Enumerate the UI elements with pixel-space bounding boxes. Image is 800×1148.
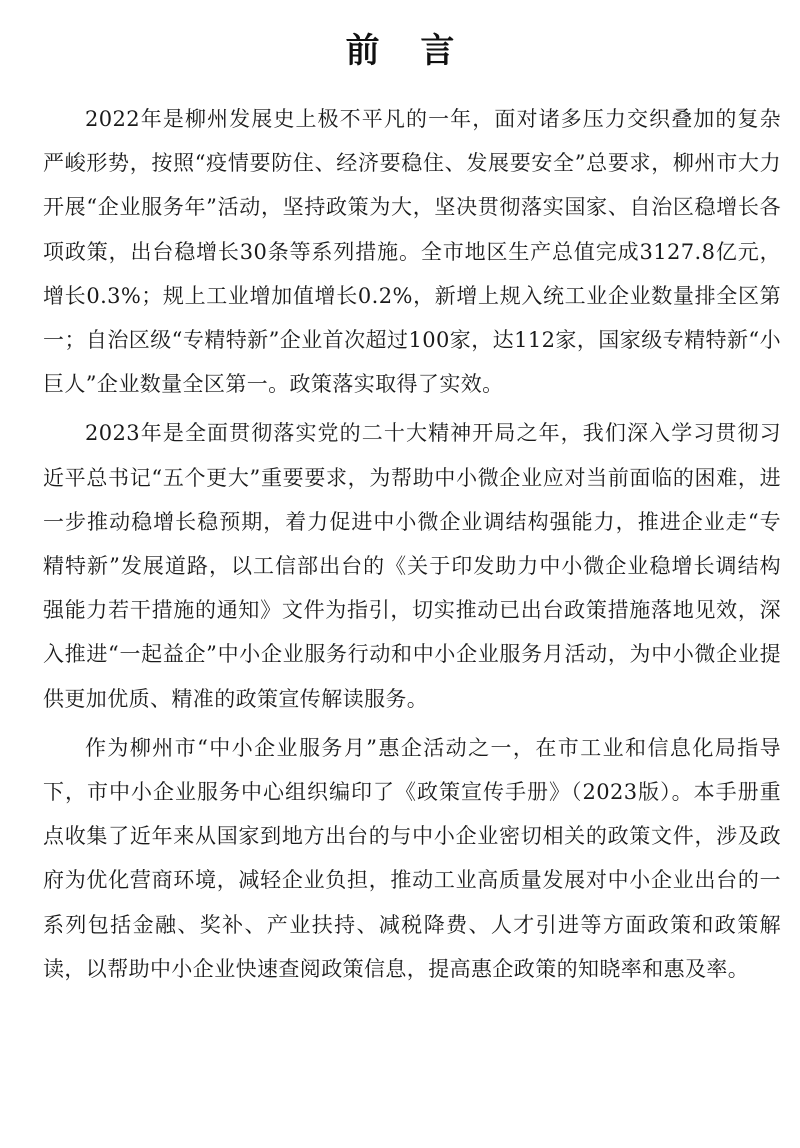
paragraph-2: 2023年是全面贯彻落实党的二十大精神开局之年，我们深入学习贯彻习近平总书记“五个更大”重要要求，为帮助中小微企业应对当前面临的困难，进一步推动稳增长稳预期，着力促进中小微企业调结构强能力，推进企业走“专精特新”发展道路，以工信部出台的《关于印发助力中小微企业稳增长调结构强能力若干措施的通知》文件为指引，切实推动已出台政策措施落地见效，深入推进“一起益企”中小企业服务行动和中小企业服务月活动，为中小微企业提供更加优质、精准的政策宣传解读服务。 <box>43 421 781 711</box>
paragraph-3: 作为柳州市“中小企业服务月”惠企活动之一，在市工业和信息化局指导下，市中小企业服务中心组织编印了《政策宣传手册》（2023版）。本手册重点收集了近年来从国家到地方出台的与中小企业密切相关的政策文件，涉及政府为优化营商环境，减轻企业负担，推动工业高质量发展对中小企业出台的一系列包括金融、奖补、产业扶持、减税降费、人才引进等方面政策和政策解读，以帮助中小企业快速查阅政策信息，提高惠企政策的知晓率和惠及率。 <box>43 735 781 981</box>
body-text <box>43 97 781 991</box>
paragraph-1: 2022年是柳州发展史上极不平凡的一年，面对诸多压力交织叠加的复杂严峻形势，按照“疫情要防住、经济要稳住、发展要安全”总要求，柳州市大力开展“企业服务年”活动，坚持政策为大，坚决贯彻落实国家、自治区稳增长各项政策，出台稳增长30条等系列措施。全市地区生产总值完成3127.8亿元，增长0.3%；规上工业增加值增长0.2%，新增上规入统工业企业数量排全区第一；自治区级“专精特新”企业首次超过100家，达112家，国家级专精特新“小巨人”企业数量全区第一。政策落实取得了实效。 <box>43 107 781 397</box>
page-title: 前言 <box>345 30 496 71</box>
